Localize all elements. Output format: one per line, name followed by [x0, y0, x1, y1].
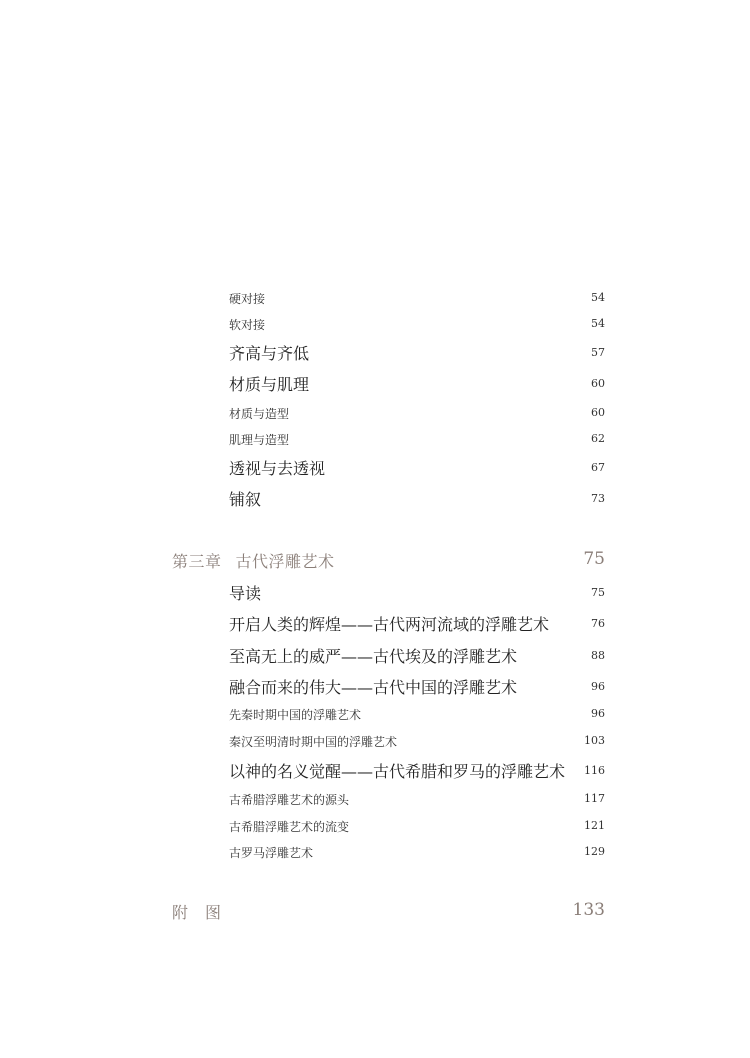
toc-entry-page: 73 — [591, 492, 605, 505]
toc-chapter-number: 第三章 — [172, 552, 222, 571]
toc-entry-page: 76 — [591, 617, 605, 630]
toc-entry-title: 先秦时期中国的浮雕艺术 — [229, 708, 362, 722]
toc-chapter-title — [172, 549, 335, 572]
toc-entry-page: 62 — [591, 432, 605, 445]
toc-entry-page: 103 — [584, 734, 605, 747]
toc-entry-page: 60 — [591, 377, 605, 390]
toc-entry-page: 60 — [591, 406, 605, 419]
toc-entry-page: 67 — [591, 461, 605, 474]
toc-entry-title: 以神的名义觉醒——古代希腊和罗马的浮雕艺术 — [229, 762, 566, 781]
toc-entry-title: 导读 — [229, 584, 262, 603]
toc-entry-title: 材质与肌理 — [229, 375, 310, 394]
toc-entry-title: 开启人类的辉煌——古代两河流域的浮雕艺术 — [229, 615, 550, 634]
toc-entry-page: 57 — [591, 346, 605, 359]
toc-entry-title: 古罗马浮雕艺术 — [229, 846, 314, 860]
toc-entry-page: 116 — [584, 764, 605, 777]
toc-entry-page: 54 — [591, 291, 605, 304]
toc-chapter-title: 附 图 — [172, 903, 222, 922]
toc-entry-title: 材质与造型 — [229, 407, 290, 421]
toc-entry-page: 121 — [584, 819, 605, 832]
toc-entry-page: 129 — [584, 845, 605, 858]
toc-entry-title: 软对接 — [229, 318, 266, 332]
toc-entry-title: 古希腊浮雕艺术的流变 — [229, 820, 350, 834]
toc-entry-page: 75 — [591, 586, 605, 599]
toc-entry-title: 铺叙 — [229, 490, 262, 509]
toc-entry-title: 肌理与造型 — [229, 433, 290, 447]
toc-chapter-page: 75 — [583, 549, 605, 569]
toc-entry-title: 硬对接 — [229, 292, 266, 306]
toc-entry-title: 融合而来的伟大——古代中国的浮雕艺术 — [229, 678, 518, 697]
toc-chapter-name: 古代浮雕艺术 — [235, 552, 335, 571]
toc-entry-title: 古希腊浮雕艺术的源头 — [229, 793, 350, 807]
toc-entry-title: 齐高与齐低 — [229, 344, 310, 363]
toc-entry-title: 秦汉至明清时期中国的浮雕艺术 — [229, 735, 398, 749]
toc-entry-page: 96 — [591, 680, 605, 693]
toc-entry-title: 至高无上的威严——古代埃及的浮雕艺术 — [229, 647, 518, 666]
toc-entry-page: 117 — [584, 792, 605, 805]
toc-chapter-page: 133 — [572, 900, 605, 920]
toc-entry-page: 88 — [591, 649, 605, 662]
toc-entry-page: 54 — [591, 317, 605, 330]
toc-entry-title: 透视与去透视 — [229, 459, 326, 478]
toc-entry-page: 96 — [591, 707, 605, 720]
